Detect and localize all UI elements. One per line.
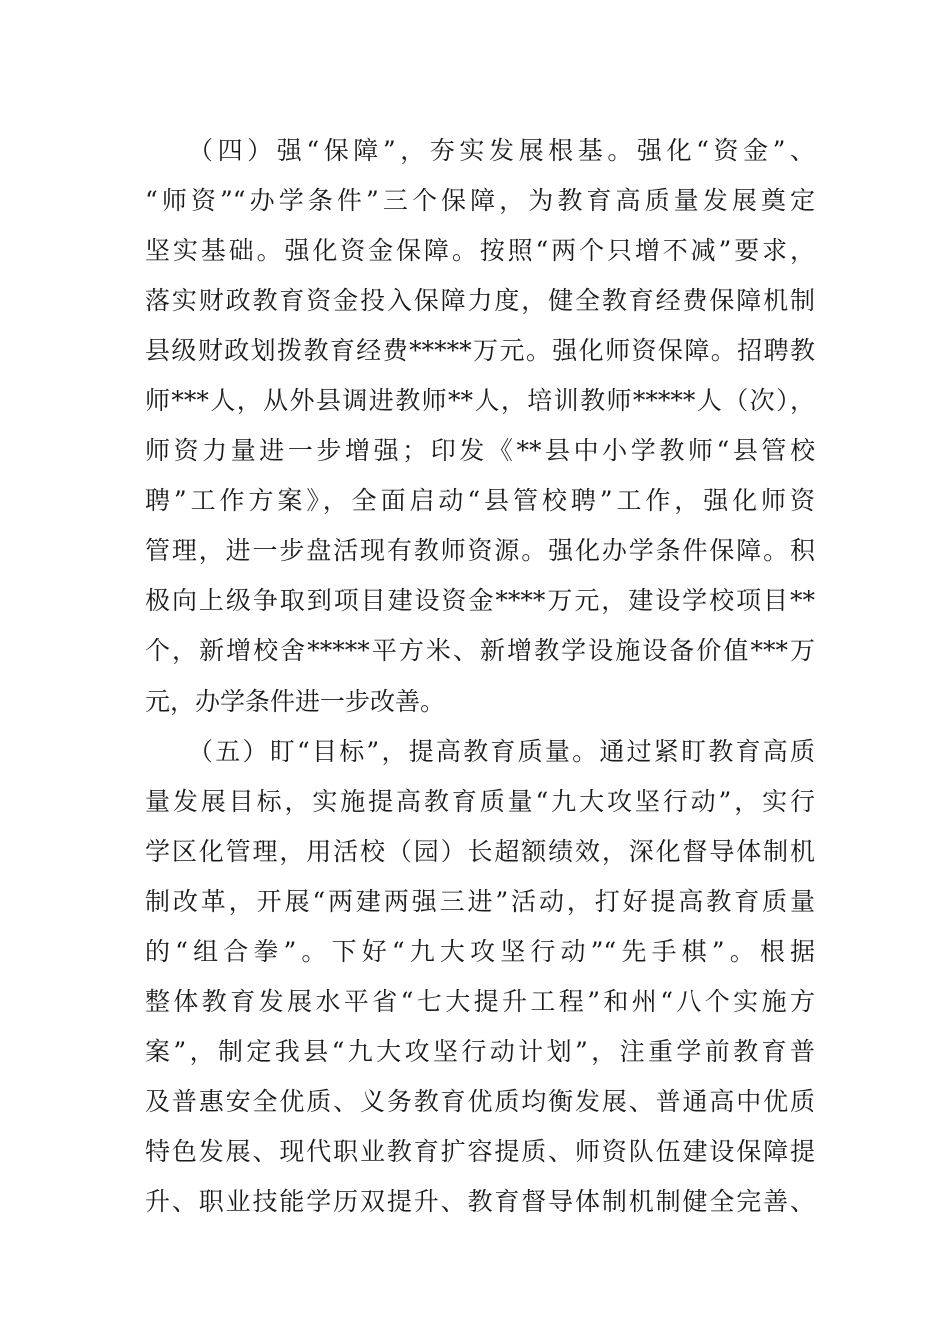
text-line: 极向上级争取到项目建设资金****万元，建设学校项目** xyxy=(145,586,815,616)
text-line: 特色发展、现代职业教育扩容提质、师资队伍建设保障提 xyxy=(145,1136,815,1166)
text-line: 元，办学条件进一步改善。 xyxy=(145,686,446,716)
text-line: 坚实基础。强化资金保障。按照“两个只增不减”要求， xyxy=(145,236,815,266)
body-text xyxy=(145,126,815,1227)
text-line: 及普惠安全优质、义务教育优质均衡发展、普通高中优质 xyxy=(145,1086,815,1116)
text-line: 管理，进一步盘活现有教师资源。强化办学条件保障。积 xyxy=(145,536,815,566)
text-line: 师资力量进一步增强；印发《**县中小学教师“县管校 xyxy=(145,436,815,466)
text-line: 的“组合拳”。下好“九大攻坚行动”“先手棋”。根据 xyxy=(145,936,815,966)
paragraph-4-heading-line: （四）强“保障”，夯实发展根基。强化“资金”、 xyxy=(188,136,815,165)
text-line: 聘”工作方案》，全面启动“县管校聘”工作，强化师资 xyxy=(145,486,815,516)
text-line: 落实财政教育资金投入保障力度，健全教育经费保障机制 xyxy=(145,286,815,316)
text-line: “师资”“办学条件”三个保障，为教育高质量发展奠定 xyxy=(145,186,815,216)
text-line: 案”，制定我县“九大攻坚行动计划”，注重学前教育普 xyxy=(145,1036,815,1066)
text-line: 制改革，开展“两建两强三进”活动，打好提高教育质量 xyxy=(145,886,815,916)
text-line: 个，新增校舍*****平方米、新增教学设施设备价值***万 xyxy=(145,636,815,666)
text-line: 整体教育发展水平省“七大提升工程”和州“八个实施方 xyxy=(145,986,815,1016)
paragraph-5-heading-line: （五）盯“目标”，提高教育质量。通过紧盯教育高质 xyxy=(188,736,815,766)
text-line: 量发展目标，实施提高教育质量“九大攻坚行动”，实行 xyxy=(145,786,815,816)
text-line: 学区化管理，用活校（园）长超额绩效，深化督导体制机 xyxy=(145,836,815,866)
text-line: 升、职业技能学历双提升、教育督导体制机制健全完善、 xyxy=(145,1186,815,1216)
text-line: 县级财政划拨教育经费*****万元。强化师资保障。招聘教 xyxy=(145,336,815,366)
text-line: 师***人，从外县调进教师**人，培训教师*****人（次）， xyxy=(145,386,815,416)
